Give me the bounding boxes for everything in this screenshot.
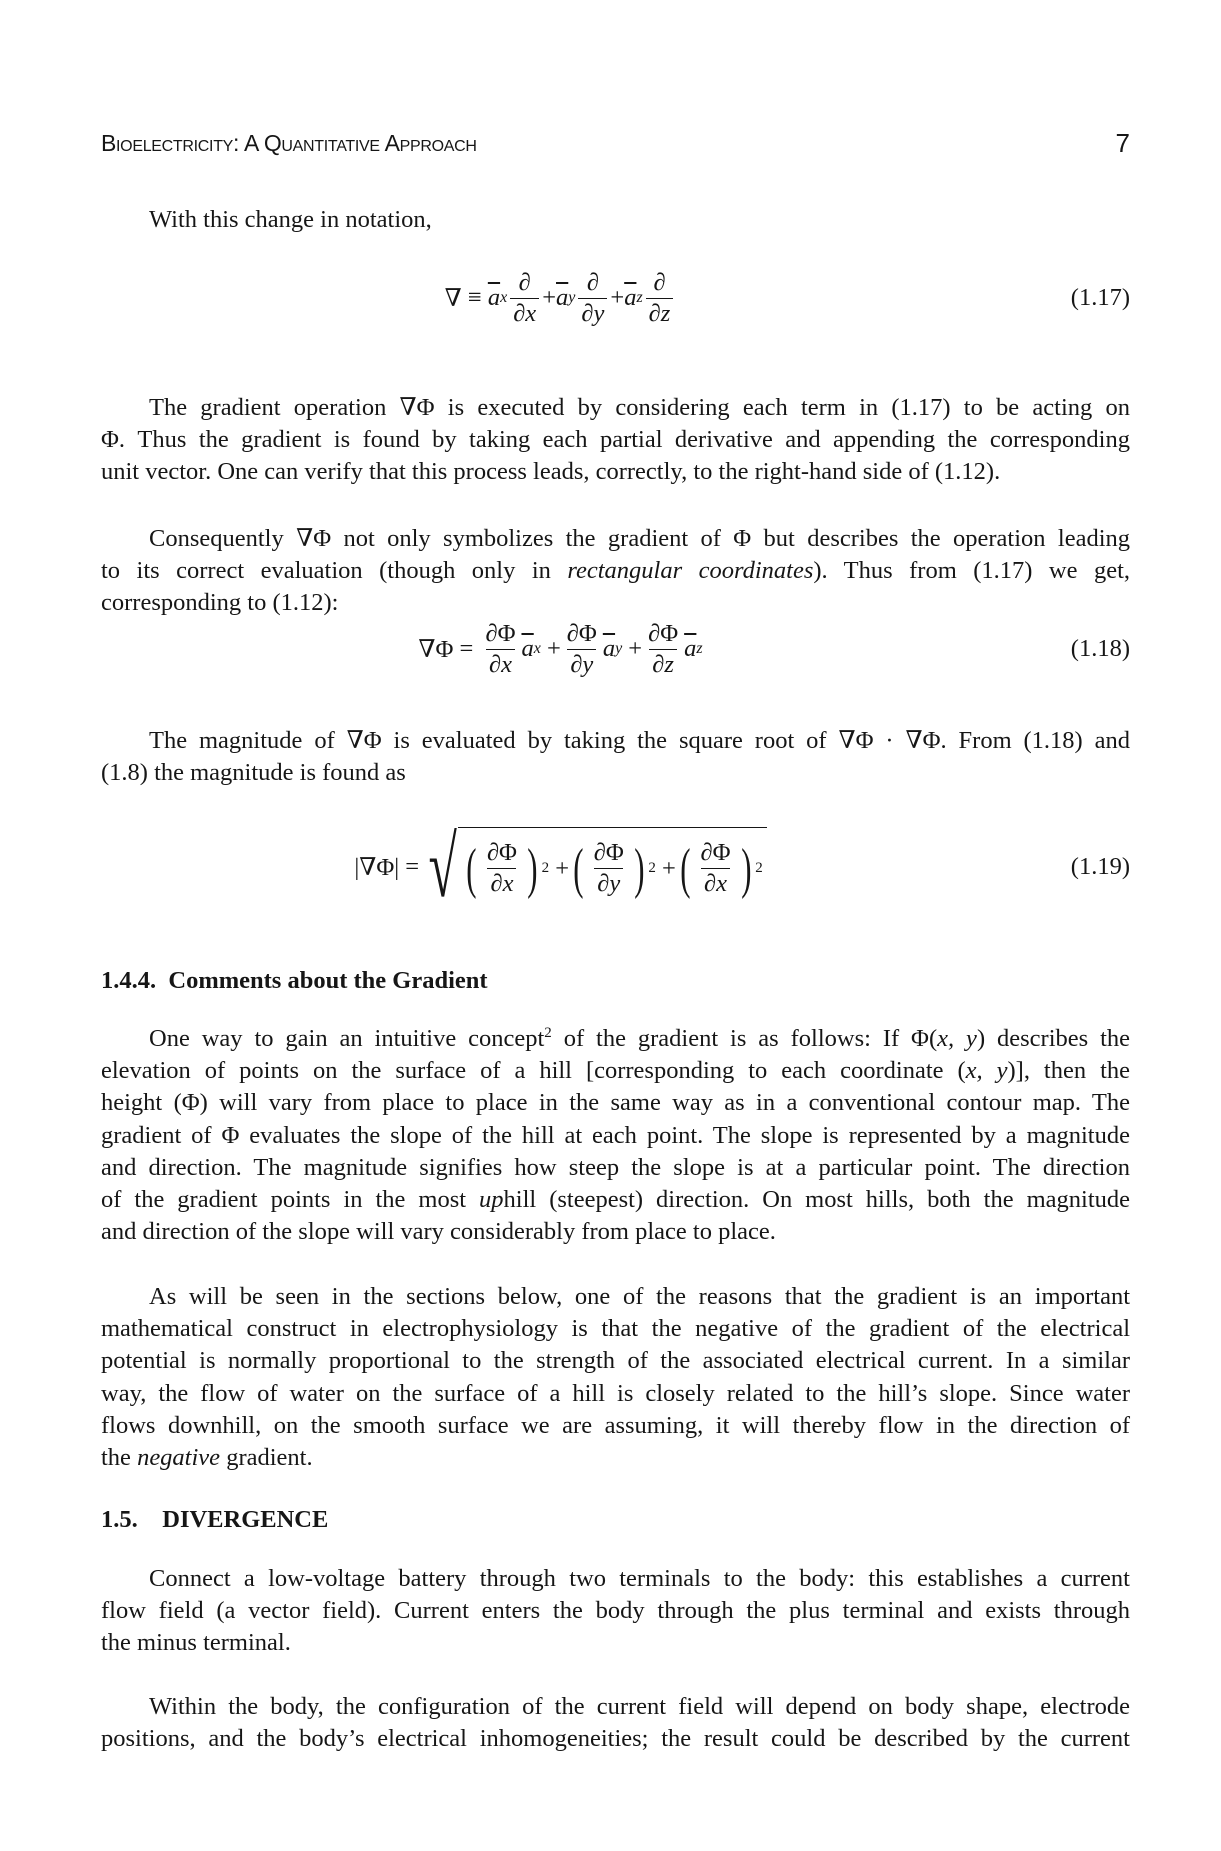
nabla-symbol: ∇ (444, 285, 462, 312)
text-line: With this change in notation, (149, 206, 432, 233)
text-line (101, 1442, 1130, 1474)
right-paren: ) (527, 837, 538, 900)
text-line: gradient of Φ evaluates the slope of the hill at each point. The slope is represented by a magnitude (101, 1121, 1130, 1149)
equation-1-18 (101, 614, 1130, 684)
equation-body (101, 619, 1020, 680)
text-line: and direction. The magnitude signifies how steep the slope is at a particular point. The direction (101, 1153, 1130, 1181)
gradient-symbol: ∇Φ (418, 636, 454, 663)
plus-operator: + (610, 284, 625, 311)
subscript: x (500, 289, 508, 306)
paragraph (101, 1563, 1130, 1660)
equation-body (101, 819, 1020, 915)
text-line: Φ. Thus the gradient is found by taking each partial derivative and appending the corresponding (101, 426, 1130, 454)
numerator: ∂Φ (648, 619, 679, 647)
text-line (101, 1023, 1130, 1055)
text-line: Consequently ∇Φ not only symbolizes the gradient of Φ but describes the operation leading (149, 525, 1130, 552)
text-run: of the gradient is as follows: If Φ( (551, 1025, 938, 1052)
text-line (101, 1055, 1130, 1087)
unit-vector: $\overline{a}$ (521, 635, 534, 662)
italic-text: x, y (965, 1057, 1008, 1085)
equiv-operator: ≡ (467, 284, 482, 311)
fraction (482, 619, 518, 680)
subscript: y (615, 640, 623, 657)
text-line: flow field (a vector field). Current enters the body through the plus terminal and exists through (101, 1597, 1130, 1625)
exponent: 2 (648, 860, 656, 876)
italic-text: x, y (937, 1025, 977, 1052)
unit-vector: $\overline{a}$ (684, 635, 697, 662)
text-run: of the gradient points in the most (101, 1185, 480, 1213)
plus-operator: + (628, 635, 643, 662)
unit-vector: $\overline{a}$ (556, 284, 569, 311)
fraction (591, 838, 627, 899)
equation-number: (1.18) (1070, 635, 1130, 662)
denominator: ∂x (486, 649, 515, 680)
numerator: ∂Φ (485, 619, 516, 647)
text-line: positions, and the body’s electrical inhomogeneities; the result could be described by the current (101, 1725, 1130, 1753)
exponent: 2 (541, 860, 550, 876)
numerator: ∂ (518, 268, 531, 296)
equation-1-19 (101, 818, 1130, 916)
text-line: (1.8) the magnitude is found as (101, 759, 406, 787)
intro-paragraph (101, 204, 1130, 236)
denominator: ∂z (646, 298, 674, 329)
subscript: z (636, 289, 643, 306)
text-run: )], then the (1007, 1057, 1131, 1085)
numerator: ∂ (586, 268, 599, 296)
right-paren: ) (740, 837, 751, 900)
section-heading-1-4-4: 1.4.4. Comments about the Gradient (101, 967, 488, 994)
section-heading-1-5: 1.5. DIVERGENCE (101, 1506, 329, 1533)
text-run: gradient. (220, 1443, 313, 1471)
numerator: ∂Φ (486, 839, 517, 866)
fraction (484, 838, 520, 899)
paragraph (101, 523, 1130, 620)
fraction (510, 268, 539, 329)
denominator: ∂y (594, 868, 623, 899)
right-paren: ) (633, 837, 645, 900)
text-line: the minus terminal. (101, 1629, 291, 1657)
text-run: ). Thus from (1.17) we get, (813, 557, 1130, 585)
text-line: and direction of the slope will vary considerably from place to place. (101, 1218, 776, 1246)
text-run: to its correct evaluation (though only in (101, 557, 568, 585)
radicand (458, 827, 766, 907)
page-number: 7 (1115, 128, 1130, 158)
text-line: mathematical construct in electrophysiology is that the negative of the gradient of the electrical (101, 1315, 1130, 1343)
numerator: ∂Φ (700, 839, 731, 866)
text-line (101, 1184, 1130, 1216)
running-header: Bioelectricity: A Quantitative Approach (101, 130, 477, 156)
text-run: hill (steepest) direction. On most hills, both the magnitude (503, 1185, 1130, 1213)
text-line: potential is normally proportional to the strength of the associated electrical current. In a similar (101, 1347, 1130, 1375)
numerator: ∂ (653, 268, 666, 296)
text-line (101, 555, 1130, 587)
text-line: corresponding to (1.12): (101, 589, 339, 617)
plus-operator: + (555, 854, 570, 882)
exponent: 2 (755, 860, 763, 876)
denominator: ∂x (510, 298, 539, 329)
text-run: One way to gain an intuitive concept (149, 1025, 545, 1052)
paragraph (101, 1023, 1130, 1248)
subscript: y (568, 289, 576, 306)
fraction (698, 838, 734, 899)
fraction (646, 268, 674, 329)
subscript: z (696, 640, 703, 657)
plus-operator: + (542, 284, 557, 311)
left-paren: ( (680, 837, 691, 900)
text-line: The gradient operation ∇Φ is executed by considering each term in (1.17) to be acting on (149, 394, 1130, 421)
footnote-marker: 2 (544, 1025, 552, 1041)
unit-vector: $\overline{a}$ (624, 284, 637, 311)
italic-text: rectangular coordinates (567, 557, 814, 585)
text-run: the (101, 1443, 138, 1471)
italic-text: negative (137, 1443, 221, 1471)
equation-body (101, 268, 1020, 329)
denominator: ∂y (567, 649, 596, 680)
left-paren: ( (466, 837, 477, 900)
paragraph (101, 392, 1130, 489)
unit-vector: $\overline{a}$ (487, 284, 501, 311)
equals-operator: = (459, 635, 474, 662)
text-run: elevation of points on the surface of a hill [corresponding to each coordinate ( (101, 1057, 966, 1085)
plus-operator: + (546, 635, 561, 662)
text-line: Connect a low-voltage battery through two terminals to the body: this establishes a current (149, 1565, 1130, 1592)
text-line: way, the flow of water on the surface of a hill is closely related to the hill’s slope. Since water (101, 1379, 1130, 1407)
text-run: ) describes the (976, 1025, 1131, 1052)
subscript: x (533, 640, 541, 657)
denominator: ∂y (578, 298, 607, 329)
denominator: ∂x (487, 868, 516, 899)
radical-sign: √ (428, 819, 457, 915)
fraction (564, 619, 600, 680)
text-line: The magnitude of ∇Φ is evaluated by taking the square root of ∇Φ · ∇Φ. From (1.18) and (149, 727, 1130, 754)
text-line: flows downhill, on the smooth surface we are assuming, it will thereby flow in the direction of (101, 1411, 1130, 1439)
equation-number: (1.19) (1070, 853, 1130, 880)
denominator: ∂z (649, 649, 677, 680)
paragraph (101, 1691, 1130, 1755)
paragraph (101, 1281, 1130, 1474)
plus-operator: + (662, 854, 676, 882)
equation-1-17 (101, 262, 1130, 334)
square-root (419, 819, 767, 915)
fraction (645, 619, 681, 680)
italic-text: up (479, 1185, 504, 1213)
equation-number: (1.17) (1070, 284, 1130, 311)
numerator: ∂Φ (593, 839, 624, 866)
denominator: ∂x (701, 868, 730, 899)
text-line: unit vector. One can verify that this process leads, correctly, to the right-hand side of (1.12). (101, 458, 1001, 486)
paragraph (101, 725, 1130, 789)
fraction (578, 268, 607, 329)
unit-vector: $\overline{a}$ (602, 635, 616, 662)
text-line: height (Φ) will vary from place to place in the same way as in a conventional contour map. The (101, 1089, 1130, 1117)
gradient-magnitude: |∇Φ| (354, 854, 400, 881)
equals-operator: = (405, 853, 420, 880)
text-line: Within the body, the configuration of the current field will depend on body shape, electrode (149, 1693, 1130, 1720)
numerator: ∂Φ (566, 619, 597, 647)
text-line: As will be seen in the sections below, one of the reasons that the gradient is an important (149, 1283, 1130, 1310)
left-paren: ( (573, 837, 584, 900)
